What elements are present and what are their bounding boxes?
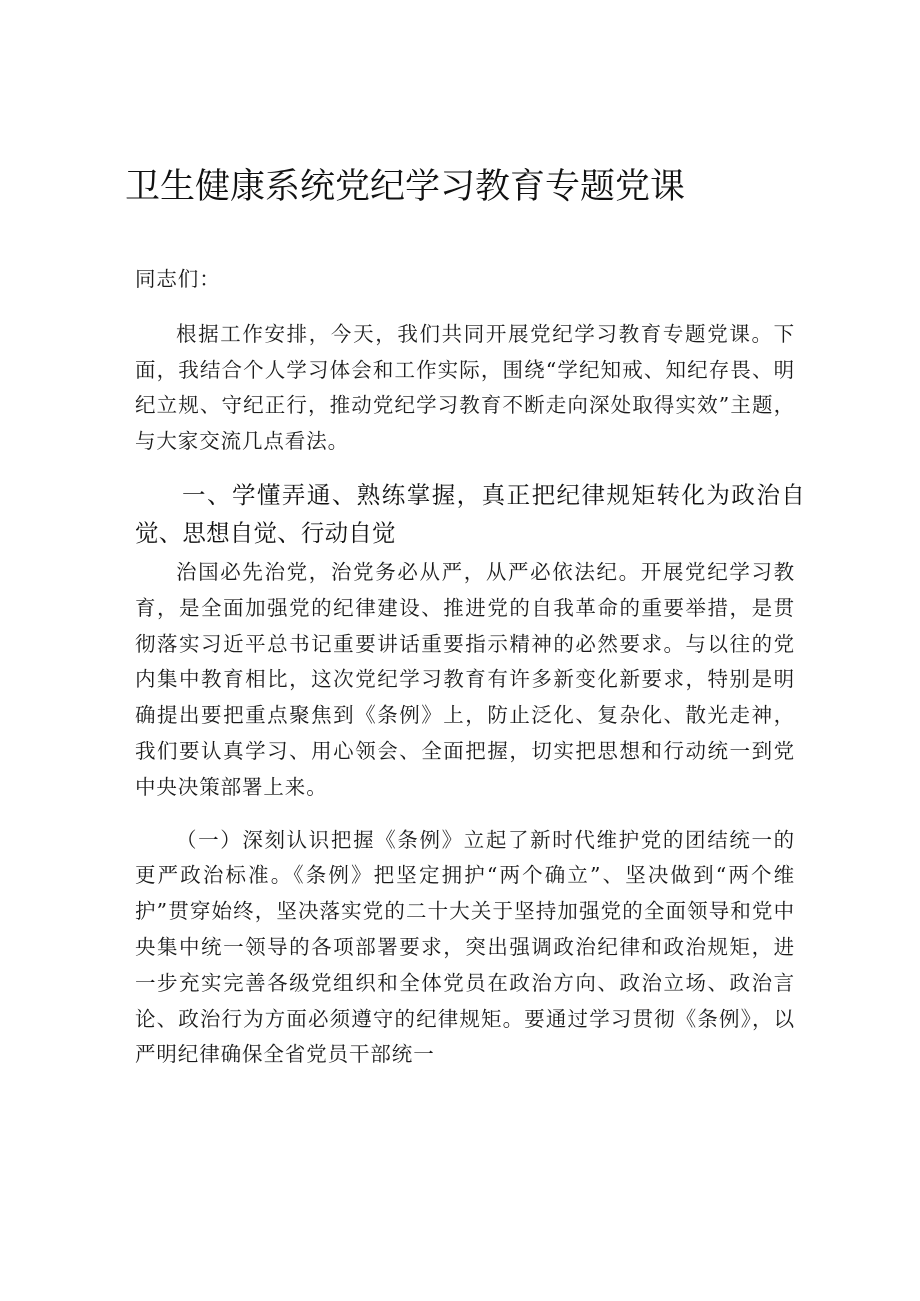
subsection-1-paragraph: （一）深刻认识把握《条例》立起了新时代维护党的团结统一的更严政治标准。《条例》把坚定拥护“两个确立”、坚决做到“两个维护”贯穿始终，坚决落实党的二十大关于坚持加强党的全面领导和党中央集中统一领导的各项部署要求，突出强调政治纪律和政治规矩，进一步充实完善各级党组织和全体党员在政治方向、政治立场、政治言论、政治行为方面必须遵守的纪律规矩。要通过学习贯彻《条例》，以严明纪律确保全省党员干部统一	[135, 827, 795, 1067]
section-1-paragraph: 治国必先治党，治党务必从严，从严必依法纪。开展党纪学习教育，是全面加强党的纪律建设、推进党的自我革命的重要举措，是贯彻落实习近平总书记重要讲话重要指示精神的必然要求。与以往的党内集中教育相比，这次党纪学习教育有许多新变化新要求，特别是明确提出要把重点聚焦到《条例》上，防止泛化、复杂化、散光走神，我们要认真学习、用心领会、全面把握，切实把思想和行动统一到党中央决策部署上来。	[135, 559, 795, 799]
document-title: 卫生健康系统党纪学习教育专题党课	[124, 167, 685, 207]
intro-paragraph: 根据工作安排，今天，我们共同开展党纪学习教育专题党课。下面，我结合个人学习体会和工作实际，围绕“学纪知戒、知纪存畏、明纪立规、守纪正行，推动党纪学习教育不断走向深处取得实效”主题，与大家交流几点看法。	[135, 321, 795, 454]
salutation: 同志们：	[135, 267, 221, 291]
document-body	[135, 262, 805, 1073]
section-heading-1: 一、学懂弄通、熟练掌握，真正把纪律规矩转化为政治自觉、思想自觉、行动自觉	[135, 480, 805, 547]
